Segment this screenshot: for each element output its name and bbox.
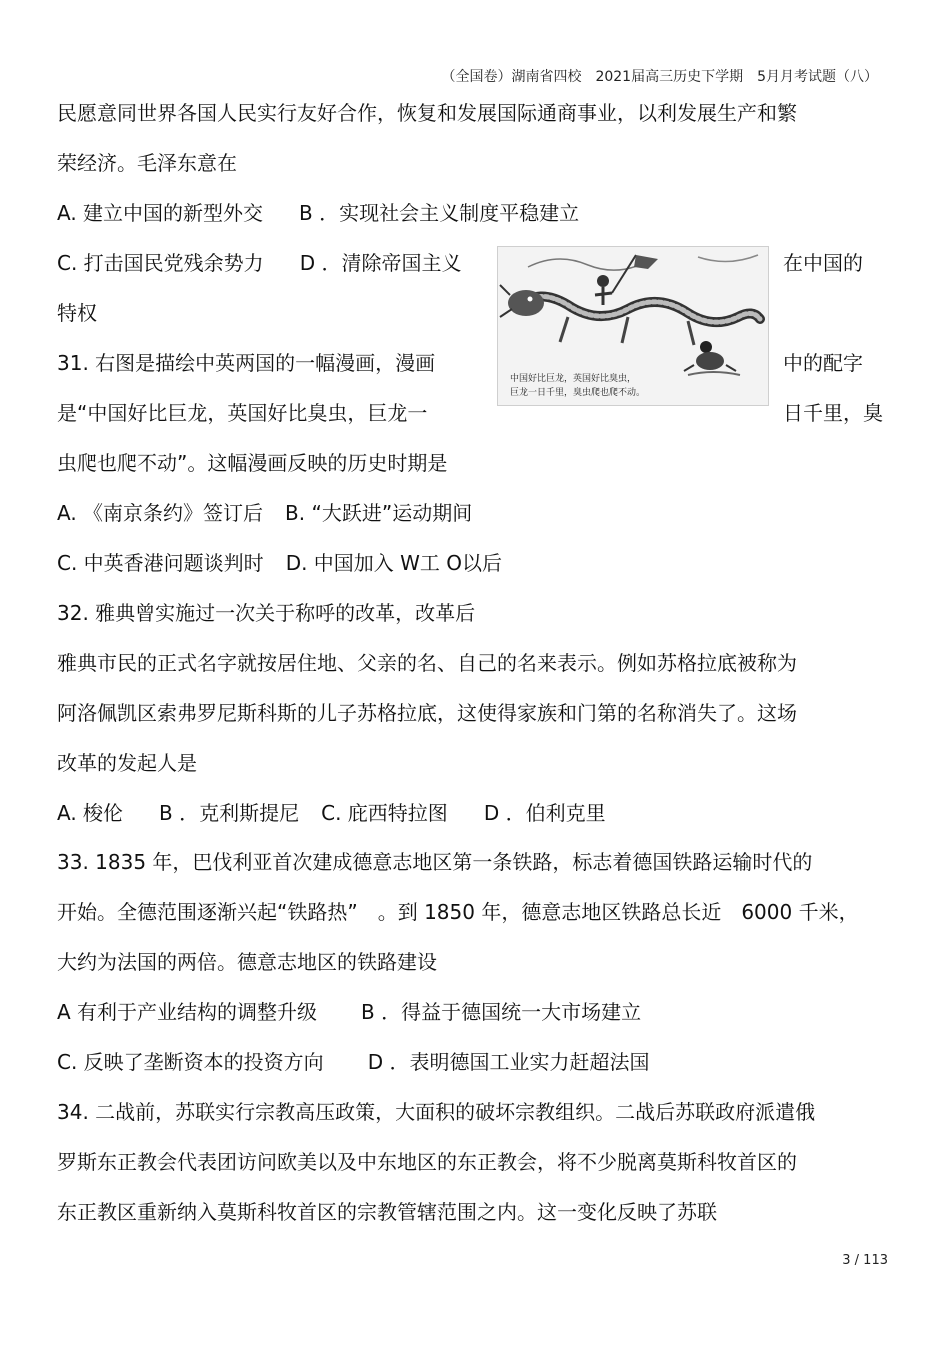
q30-option-d[interactable]: D ．清除帝国主义 — [299, 251, 462, 275]
q30-option-d-right: 在中国的 — [783, 251, 863, 275]
q33-stem-line-1: 33. 1835 年，巴伐利亚首次建成德意志地区第一条铁路，标志着德国铁路运输时代的 — [57, 850, 813, 874]
q33-option-d[interactable]: D ．表明德国工业实力赶超法国 — [367, 1050, 650, 1074]
q32-option-a[interactable]: A. 梭伦 — [57, 801, 124, 825]
q30-option-b[interactable]: B ．实现社会主义制度平稳建立 — [299, 201, 580, 225]
q32-option-b[interactable]: B ．克利斯提尼 — [159, 801, 300, 825]
q30-text-line-2: 荣经济。毛泽东意在 — [57, 151, 237, 175]
q31-stem-line-1-right: 中的配字 — [783, 351, 863, 375]
q31-option-a[interactable]: A. 《南京条约》签订后 — [57, 501, 264, 525]
q33-options-cd — [57, 1048, 649, 1076]
q33-option-b[interactable]: B ．得益于德国统一大市场建立 — [361, 1000, 642, 1024]
q33-option-c[interactable]: C. 反映了垄断资本的投资方向 — [57, 1050, 324, 1074]
q34-stem-line-2: 罗斯东正教会代表团访问欧美以及中东地区的东正教会，将不少脱离莫斯科牧首区的 — [57, 1150, 797, 1174]
q32-stem-line-3: 阿洛佩凯区索弗罗尼斯科斯的儿子苏格拉底，这使得家族和门第的名称消失了。这场 — [57, 701, 797, 725]
q30-option-c[interactable]: C. 打击国民党残余势力 — [57, 251, 264, 275]
q30-options-ab — [57, 199, 579, 227]
q32-option-d[interactable]: D ．伯利克里 — [483, 801, 606, 825]
q31-options-ab — [57, 499, 472, 527]
q31-stem-line-1: 31. 右图是描绘中英两国的一幅漫画，漫画 — [57, 351, 436, 375]
q33-option-a[interactable]: A 有利于产业结构的调整升级 — [57, 1000, 318, 1024]
q31-option-b[interactable]: B. “大跃进”运动期间 — [285, 501, 473, 525]
cartoon-caption-line-2: 巨龙一日千里，臭虫爬也爬不动。 — [510, 388, 646, 398]
q32-stem-line-4: 改革的发起人是 — [57, 751, 197, 775]
dragon-bug-cartoon — [497, 246, 769, 406]
q32-stem-line-1: 32. 雅典曾实施过一次关于称呼的改革，改革后 — [57, 601, 476, 625]
q30-option-d-continued: 特权 — [57, 301, 97, 325]
q33-stem-line-3: 大约为法国的两倍。德意志地区的铁路建设 — [57, 950, 437, 974]
q31-stem-line-2: 是“中国好比巨龙，英国好比臭虫，巨龙一 — [57, 401, 428, 425]
q31-options-cd — [57, 549, 502, 577]
q34-stem-line-3: 东正教区重新纳入莫斯科牧首区的宗教管辖范围之内。这一变化反映了苏联 — [57, 1200, 717, 1224]
q34-stem-line-1: 34. 二战前，苏联实行宗教高压政策，大面积的破坏宗教组织。二战后苏联政府派遣俄 — [57, 1100, 816, 1124]
q31-stem-line-3: 虫爬也爬不动”。这幅漫画反映的历史时期是 — [57, 451, 448, 475]
cartoon-caption-line-1: 中国好比巨龙，英国好比臭虫， — [510, 374, 637, 384]
q30-option-a[interactable]: A. 建立中国的新型外交 — [57, 201, 264, 225]
q33-options-ab — [57, 998, 641, 1026]
q31-option-d[interactable]: D. 中国加入 W工 O以后 — [285, 551, 503, 575]
q30-options-cd — [57, 249, 461, 277]
q30-text-line-1: 民愿意同世界各国人民实行友好合作，恢复和发展国际通商事业，以利发展生产和繁 — [57, 101, 797, 125]
q31-option-c[interactable]: C. 中英香港问题谈判时 — [57, 551, 264, 575]
q31-stem-line-2-right: 日千里，臭 — [783, 401, 883, 425]
page-header: （全国卷）湖南省四校 2021届高三历史下学期 5月月考试题（八） — [441, 69, 878, 85]
q32-option-c[interactable]: C. 庇西特拉图 — [321, 801, 448, 825]
page-number: 3 / 113 — [842, 1253, 888, 1268]
q33-stem-line-2: 开始。全德范围逐渐兴起“铁路热” 。到 1850 年，德意志地区铁路总长近 6000 千米， — [57, 900, 859, 924]
q32-stem-line-2: 雅典市民的正式名字就按居住地、父亲的名、自己的名来表示。例如苏格拉底被称为 — [57, 651, 797, 675]
q32-options — [57, 799, 606, 827]
